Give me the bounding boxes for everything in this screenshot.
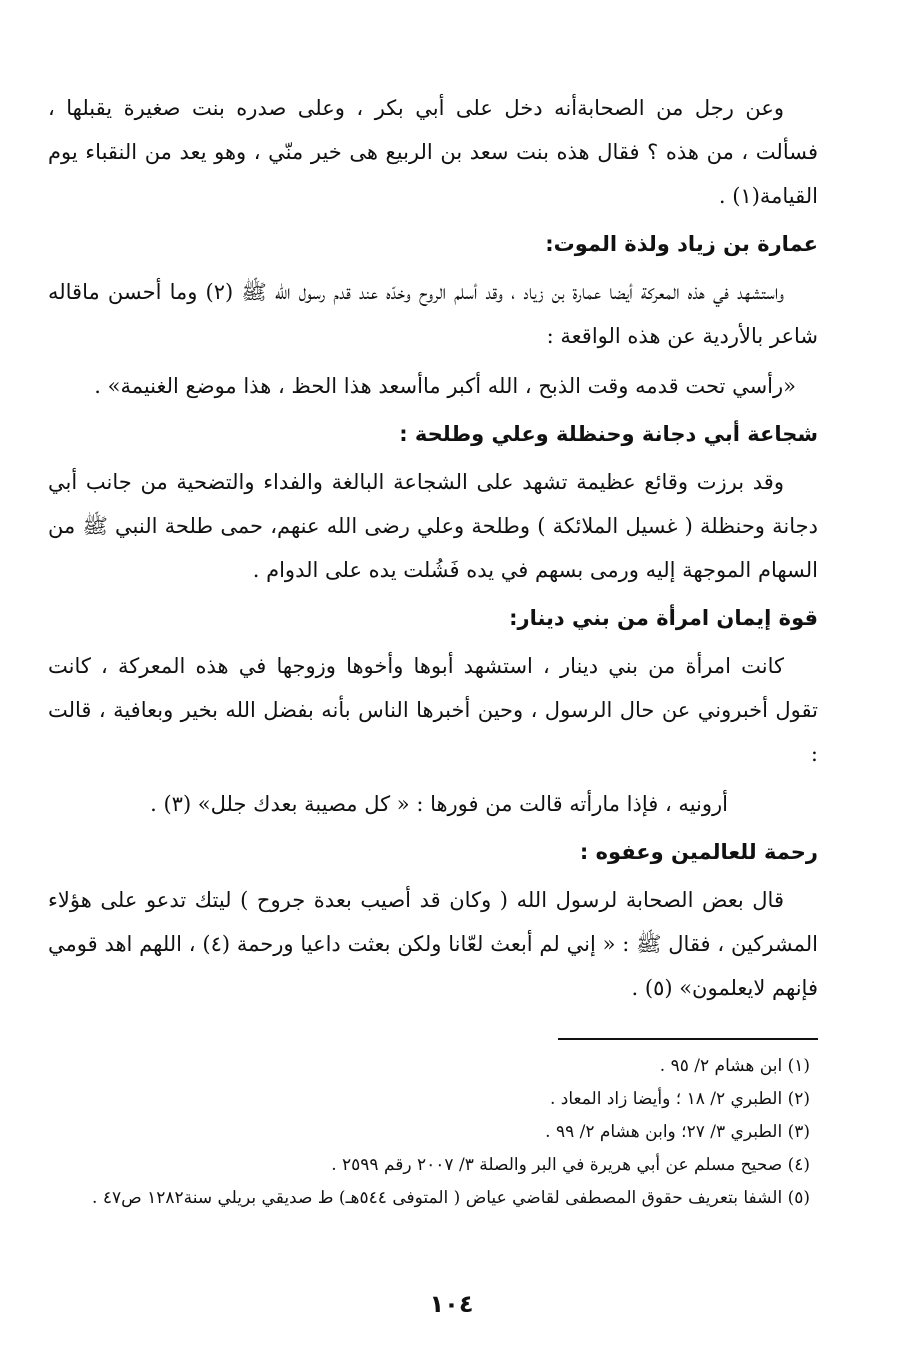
paragraph-umara: واستشهد في هذه المعركة أيضا عمارة بن زياد ، وقد أسلم الروح وخدّه عند قدم رسول الله ﷺ (٢) وما أحسن ماقاله شاعر بالأردية عن هذه الواقعة : xyxy=(48,280,818,348)
heading-mercy: رحمة للعالمين وعفوه : xyxy=(579,840,818,864)
footnote-divider xyxy=(558,1038,818,1040)
heading-umara-bin-ziyad: عمارة بن زياد ولذة الموت: xyxy=(545,232,818,256)
page-body xyxy=(48,86,818,1016)
heading-courage: شجاعة أبي دجانة وحنظلة وعلي وطلحة : xyxy=(399,422,818,446)
footnote-5: (٥) الشفا بتعريف حقوق المصطفى لقاضي عياض ( المتوفى ٥٤٤هـ) ط صديقي بريلي سنة١٢٨٢ ص٤٧ . xyxy=(92,1188,810,1208)
paragraph-woman-faith: كانت امرأة من بني دينار ، استشهد أبوها وأخوها وزوجها في هذه المعركة ، كانت تقول أخبروني عن حال الرسول ، وحين أخبرها الناس بأنه بفضل الله بخير وبعافية ، قالت : xyxy=(48,654,818,766)
page-number: ١٠٤ xyxy=(429,1290,474,1318)
footnote-3: (٣) الطبري ٣/ ٢٧؛ وابن هشام ٢/ ٩٩ . xyxy=(545,1122,810,1142)
quote-woman: أرونيه ، فإذا مارأته قالت من فورها : « كل مصيبة بعدك جلل» (٣) . xyxy=(150,792,728,816)
footnotes xyxy=(40,1050,810,1215)
footnote-2: (٢) الطبري ٢/ ١٨ ؛ وأيضا زاد المعاد . xyxy=(549,1089,810,1109)
paragraph-mercy: قال بعض الصحابة لرسول الله ( وكان قد أصيب بعدة جروح ) ليتك تدعو على هؤلاء المشركين ، فقال ﷺ : « إني لم أبعث لعّانا ولكن بعثت داعيا ورحمة (٤) ، اللهم اهد قومي فإنهم لايعلمون» (٥) . xyxy=(48,888,818,1000)
heading-woman-faith: قوة إيمان امرأة من بني دينار: xyxy=(509,606,818,630)
quote-urdu-poet: «رأسي تحت قدمه وقت الذبح ، الله أكبر ماأسعد هذا الحظ ، هذا موضع الغنيمة» . xyxy=(94,374,796,398)
paragraph-sahabi-abu-bakr: وعن رجل من الصحابةأنه دخل على أبي بكر ، وعلى صدره بنت صغيرة يقبلها ، فسألت ، من هذه ؟ فقال هذه بنت سعد بن الربيع هى خير منّي ، وهو يعد من النقباء يوم القيامة(١) . xyxy=(48,96,818,208)
footnote-4: (٤) صحيح مسلم عن أبي هريرة في البر والصلة ٣/ ٢٠٠٧ رقم ٢٥٩٩ . xyxy=(331,1155,810,1175)
paragraph-courage: وقد برزت وقائع عظيمة تشهد على الشجاعة البالغة والفداء والتضحية من جانب أبي دجانة وحنظلة ( غسيل الملائكة ) وطلحة وعلي رضى الله عنهم، حمى طلحة النبي ﷺ من السهام الموجهة إليه ورمى بسهم في يده فَشُلت يده على الدوام . xyxy=(48,470,818,582)
footnote-1: (١) ابن هشام ٢/ ٩٥ . xyxy=(659,1056,810,1076)
